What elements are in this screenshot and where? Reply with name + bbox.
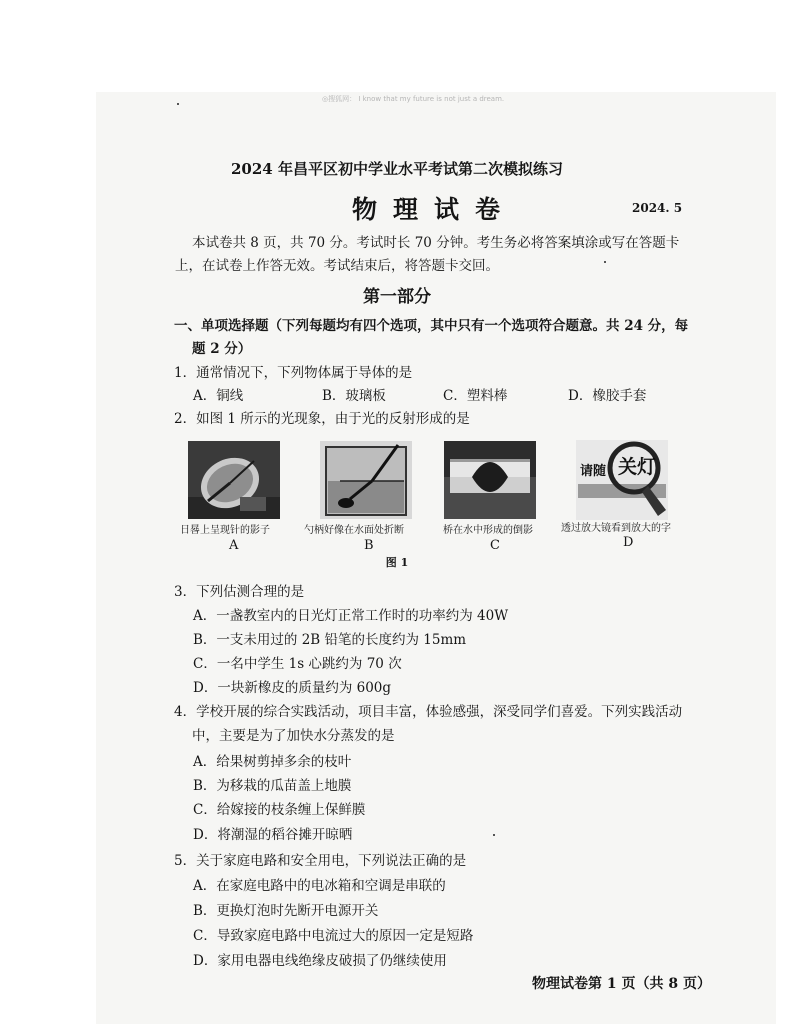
question-5-option-a: A．在家庭电路中的电冰箱和空调是串联的: [193, 878, 446, 894]
question-1-stem: 1．通常情况下，下列物体属于导体的是: [174, 365, 413, 381]
caption-d: 透过放大镜看到放大的字: [561, 523, 671, 534]
scan-speck: [493, 834, 495, 836]
bridge-reflection-photo: [444, 441, 536, 519]
question-5-option-b: B．更换灯泡时先断开电源开关: [193, 903, 379, 919]
question-5-option-d: D．家用电器电线绝缘皮破损了仍继续使用: [193, 953, 447, 969]
exam-date: 2024. 5: [632, 201, 683, 215]
magnifier-photo: [576, 440, 668, 520]
part-title: 第一部分: [363, 287, 431, 307]
caption-a: 日晷上呈现针的影子: [180, 525, 270, 536]
scan-speck: [604, 261, 606, 263]
question-5-option-c: C．导致家庭电路中电流过大的原因一定是短路: [193, 928, 474, 944]
page-footer: 物理试卷第 1 页（共 8 页）: [532, 976, 711, 992]
question-1-option-d: D．橡胶手套: [568, 388, 647, 404]
question-3-option-d: D．一块新橡皮的质量约为 600g: [193, 680, 392, 696]
notice-line-1: 本试卷共 8 页，共 70 分。考试时长 70 分钟。考生务必将答案填涂或写在答题卡: [192, 235, 680, 251]
question-4-stem-line-2: 中，主要是为了加快水分蒸发的是: [192, 728, 395, 744]
question-3-option-a: A．一盏教室内的日光灯正常工作时的功率约为 40W: [193, 608, 509, 624]
question-4-option-c: C．给嫁接的枝条缠上保鲜膜: [193, 802, 366, 818]
question-4-option-a: A．给果树剪掉多余的枝叶: [193, 754, 352, 770]
question-4-option-b: B．为移栽的瓜苗盖上地膜: [193, 778, 352, 794]
scan-speck: [177, 103, 179, 105]
figure-letter-d: D: [623, 535, 634, 550]
watermark-text: ◎搜狐网： I know that my future is not just a dream.: [322, 95, 505, 103]
question-1-option-c: C．塑料棒: [443, 388, 508, 404]
figure-letter-c: C: [490, 538, 500, 553]
question-4-stem-line-1: 4．学校开展的综合实践活动，项目丰富，体验感强，深受同学们喜爱。下列实践活动: [174, 704, 683, 720]
section-heading-line-1: 一、单项选择题（下列每题均有四个选项，其中只有一个选项符合题意。共 24 分，每: [174, 318, 689, 334]
question-2-stem: 2．如图 1 所示的光现象，由于光的反射形成的是: [174, 411, 470, 427]
magnifier-sign-text-1: 请随: [580, 464, 607, 479]
question-4-option-d: D．将潮湿的稻谷摊开晾晒: [193, 827, 353, 843]
caption-b: 勺柄好像在水面处折断: [304, 525, 404, 536]
question-1-option-b: B．玻璃板: [322, 388, 386, 404]
question-3-stem: 3．下列估测合理的是: [174, 584, 305, 600]
question-1-option-a: A．铜线: [193, 388, 244, 404]
sundial-photo: [188, 441, 280, 519]
figure-label: 图 1: [385, 556, 409, 569]
caption-c: 桥在水中形成的倒影: [443, 525, 533, 536]
question-3-option-c: C．一名中学生 1s 心跳约为 70 次: [193, 656, 402, 672]
section-heading-line-2: 题 2 分）: [192, 341, 252, 357]
figure-letter-b: B: [364, 538, 374, 553]
figure-letter-a: A: [229, 538, 239, 553]
question-3-option-b: B．一支未用过的 2B 铅笔的长度约为 15mm: [193, 632, 467, 648]
exam-title: 2024 年昌平区初中学业水平考试第二次模拟练习: [231, 160, 563, 178]
notice-line-2: 上，在试卷上作答无效。考试结束后，将答题卡交回。: [175, 258, 499, 274]
subject-title: 物理试卷: [352, 195, 517, 224]
spoon-in-water-photo: [320, 441, 412, 519]
magnifier-sign-text-2: 关灯: [618, 456, 657, 478]
question-5-stem: 5．关于家庭电路和安全用电，下列说法正确的是: [174, 853, 467, 869]
